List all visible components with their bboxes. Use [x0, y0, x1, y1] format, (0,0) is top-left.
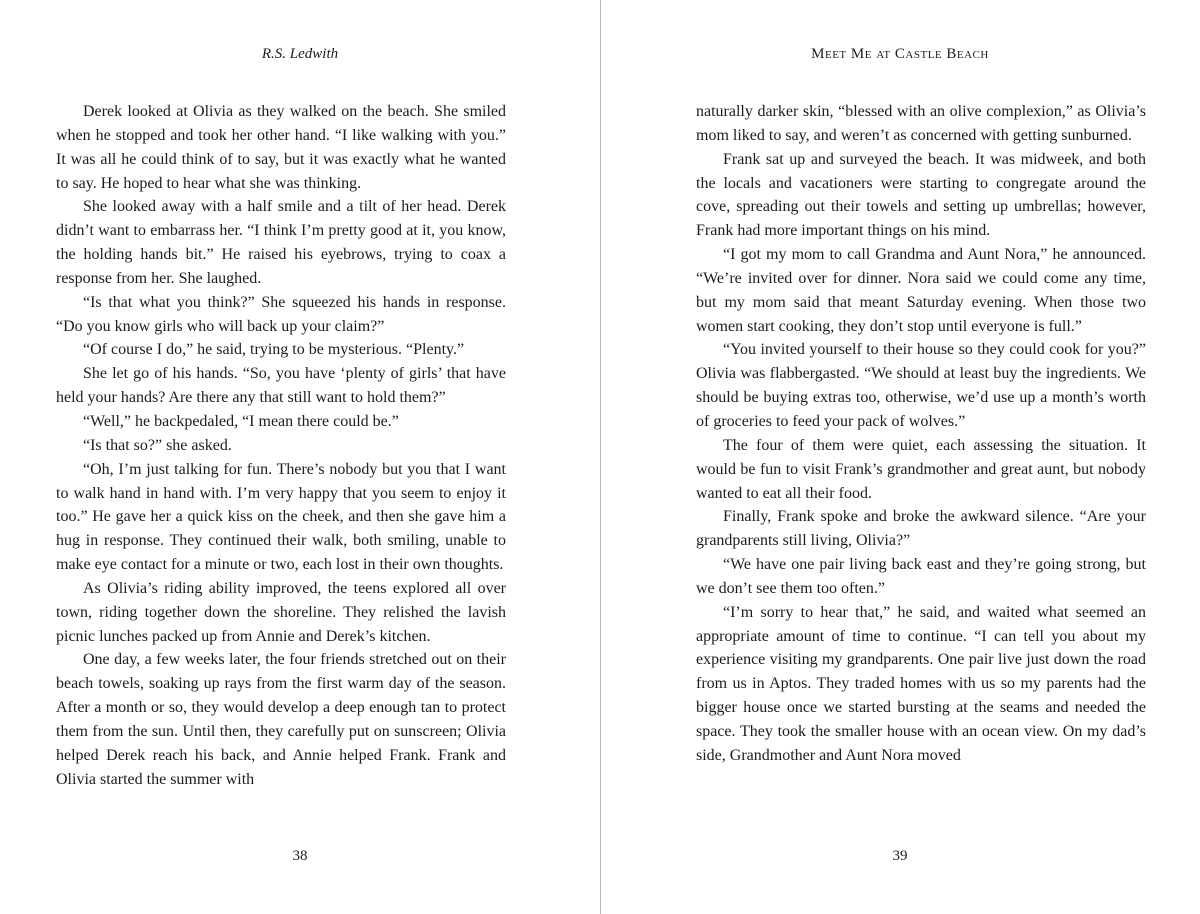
paragraph: Frank sat up and surveyed the beach. It was midweek, and both the locals and vacationers were starting to congregate around the cove, spreading out their towels and setting up umbrellas; however, Frank had more important things on his mind.	[696, 150, 1146, 240]
paragraph: The four of them were quiet, each assessing the situation. It would be fun to visit Frank’s grandmother and great aunt, but nobody wanted to eat all their food.	[696, 436, 1146, 502]
paragraph: “You invited yourself to their house so they could cook for you?” Olivia was flabbergasted. “We should at least buy the ingredients. We should be buying extras too, otherwise, we’d use up a month’s worth of groceries to feed your pack of wolves.”	[696, 341, 1146, 430]
paragraph: Finally, Frank spoke and broke the awkward silence. “Are your grandparents still living, Olivia?”	[696, 508, 1146, 550]
paragraph: Derek looked at Olivia as they walked on the beach. She smiled when he stopped and took her other hand. “I like walking with you.” It was all he could think of to say, but it was exactly what he wanted to say. He hoped to hear what she was thinking.	[56, 103, 506, 192]
paragraph: “Well,” he backpedaled, “I mean there could be.”	[83, 412, 399, 430]
paragraph: She let go of his hands. “So, you have ‘plenty of girls’ that have held your hands? Are there any that still want to hold them?”	[56, 365, 506, 407]
page-number-left: 38	[292, 848, 308, 864]
paragraph: She looked away with a half smile and a tilt of her head. Derek didn’t want to embarrass her. “I think I’m pretty good at it, you know, the holding hands bit.” He raised his eyebrows, trying to coax a response from her. She laughed.	[56, 198, 506, 287]
paragraph: “Oh, I’m just talking for fun. There’s nobody but you that I want to walk hand in hand with. I’m very happy that you seem to enjoy it too.” He gave her a quick kiss on the cheek, and then she gave him a hug in response. They continued their walk, both smiling, unable to make eye contact for a minute or two, each lost in their own thoughts.	[56, 460, 506, 574]
paragraph: “I got my mom to call Grandma and Aunt Nora,” he announced. “We’re invited over for dinner. Nora said we could come any time, but my mom said that meant Saturday evening. When those two women start cooking, they don’t stop until everyone is full.”	[696, 246, 1146, 335]
right-page-body	[696, 100, 1146, 768]
paragraph: As Olivia’s riding ability improved, the teens explored all over town, riding together down the shoreline. They relished the lavish picnic lunches packed up from Annie and Derek’s kitchen.	[56, 579, 506, 645]
right-page	[600, 0, 1200, 914]
running-head-author: R.S. Ledwith	[261, 46, 339, 62]
paragraph: “Of course I do,” he said, trying to be mysterious. “Plenty.”	[83, 341, 465, 359]
paragraph: “Is that what you think?” She squeezed his hands in response. “Do you know girls who will back up your claim?”	[56, 293, 506, 335]
left-page-body	[56, 100, 506, 791]
page-number-right: 39	[892, 848, 908, 864]
paragraph: One day, a few weeks later, the four friends stretched out on their beach towels, soaking up rays from the first warm day of the season. After a month or so, they would develop a deep enough tan to protect them from the sun. Until then, they carefully put on sunscreen; Olivia helped Derek reach his back, and Annie helped Frank. Frank and Olivia started the summer with	[56, 651, 506, 788]
paragraph: “Is that so?” she asked.	[83, 436, 232, 454]
running-head-title: Meet Me at Castle Beach	[811, 46, 989, 62]
continued-paragraph: naturally darker skin, “blessed with an olive complexion,” as Olivia’s mom liked to say, and weren’t as concerned with getting sunburned.	[696, 103, 1146, 144]
paragraph: “I’m sorry to hear that,” he said, and waited what seemed an appropriate amount of time to continue. “I can tell you about my experience visiting my grandparents. One pair live just down the road from us in Aptos. They traded homes with us so my parents had the bigger house once we started bursting at the seams and needed the space. They took the smaller house with an ocean view. On my dad’s side, Grandmother and Aunt Nora moved	[696, 603, 1146, 764]
paragraph: “We have one pair living back east and they’re going strong, but we don’t see them too often.”	[696, 556, 1146, 597]
